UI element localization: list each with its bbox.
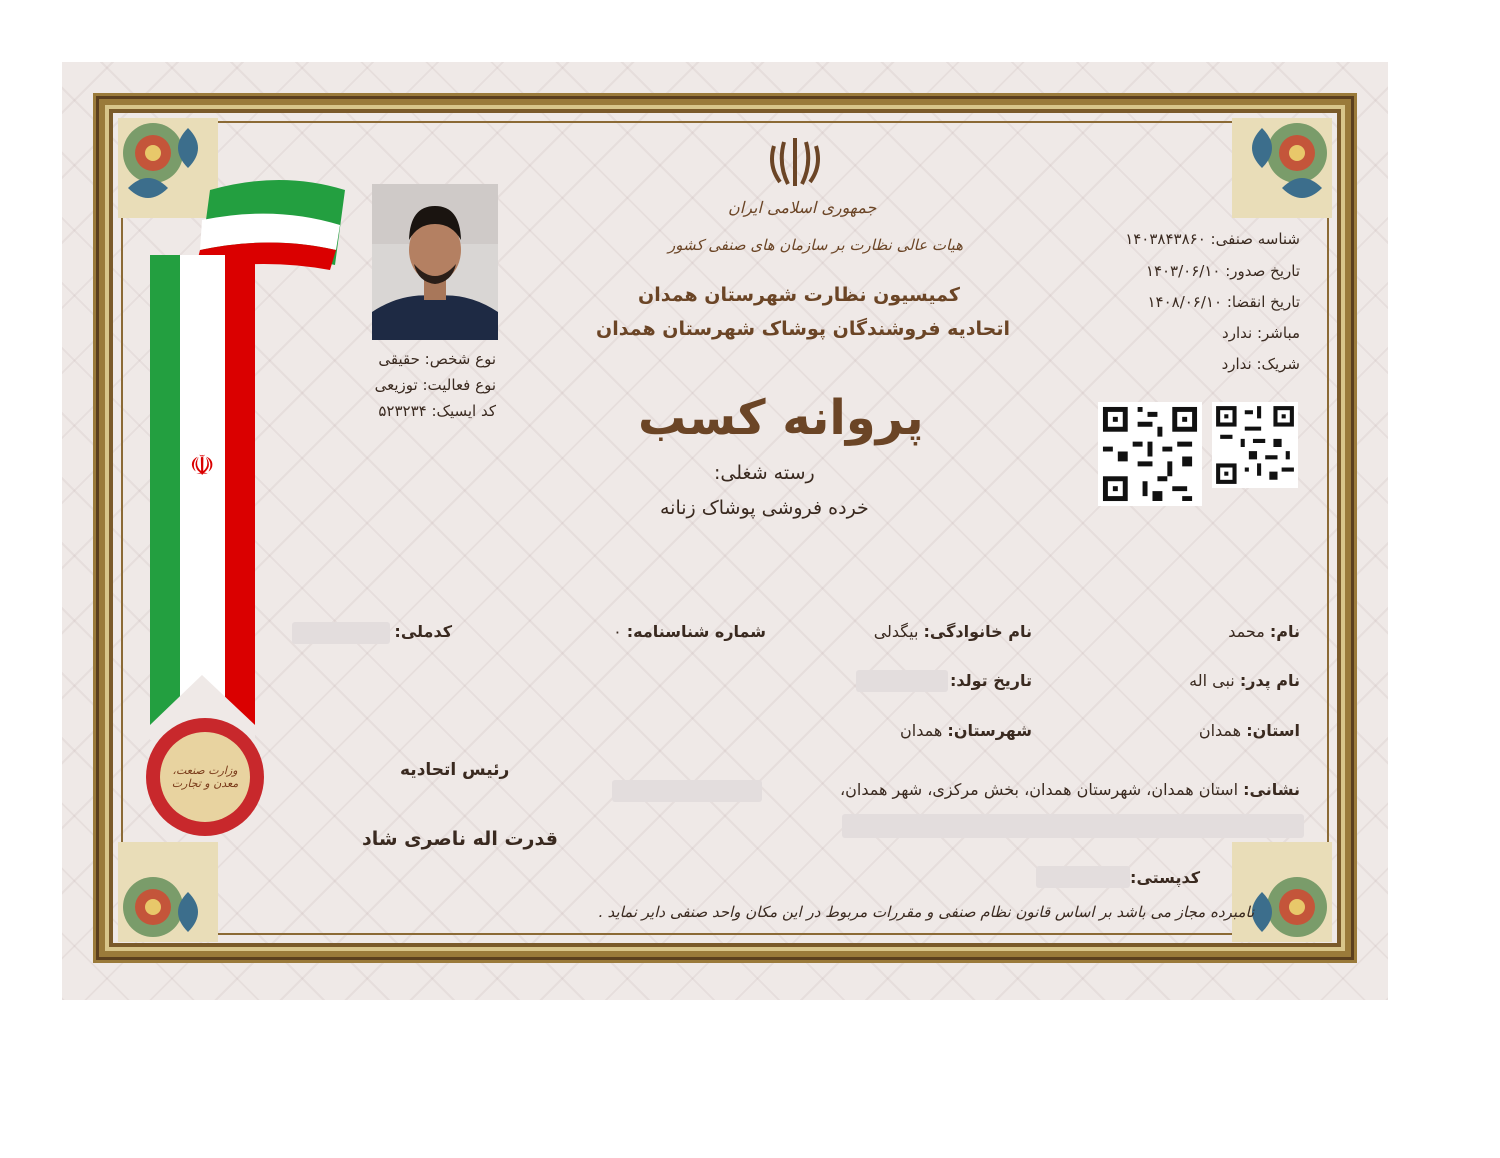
header-line1: جمهوری اسلامی ایران xyxy=(728,198,877,217)
isic-code-row: کد ایسیک: ۵۲۳۲۳۴ xyxy=(378,402,496,420)
guild-id-row: شناسه صنفی: ۱۴۰۳۸۴۳۸۶۰ xyxy=(1125,230,1300,248)
redacted-postal-code xyxy=(1036,866,1130,888)
seal-text: وزارت صنعت، معدن و تجارت xyxy=(171,764,239,790)
signature-name: قدرت اله ناصری شاد xyxy=(362,828,558,850)
iran-emblem-icon xyxy=(766,136,824,188)
flag-ribbon xyxy=(140,170,360,740)
issue-date-row: تاریخ صدور: ۱۴۰۳/۰۶/۱۰ xyxy=(1145,262,1300,280)
expiry-date-row: تاریخ انقضا: ۱۴۰۸/۰۶/۱۰ xyxy=(1147,293,1300,311)
agent-row: مباشر: ندارد xyxy=(1222,324,1300,342)
corner-ornament-bottom-left xyxy=(118,842,218,942)
field-family: نام خانوادگی: بیگدلی xyxy=(873,622,1032,641)
svg-text:☫: ☫ xyxy=(189,449,215,482)
commission-name: کمیسیون نظارت شهرستان همدان xyxy=(638,284,960,306)
redacted-address-part xyxy=(612,780,762,802)
category-value: خرده فروشی پوشاک زنانه xyxy=(660,497,869,519)
field-province: استان: همدان xyxy=(1198,721,1300,740)
category-label: رسته شغلی: xyxy=(714,462,815,484)
field-city: شهرستان: همدان xyxy=(900,721,1032,740)
field-id-number: شماره شناسنامه: ۰ xyxy=(613,622,766,641)
document-title: پروانه کسب xyxy=(638,390,924,446)
redacted-address-line2 xyxy=(842,814,1304,838)
person-type-row: نوع شخص: حقیقی xyxy=(378,350,496,368)
field-address: نشانی: استان همدان، شهرستان همدان، بخش مرکزی، شهر همدان، xyxy=(839,780,1300,799)
holder-photo xyxy=(372,184,498,340)
field-national-code: کدملی: xyxy=(394,622,452,641)
field-name: نام: محمد xyxy=(1228,622,1300,641)
union-name: اتحادیه فروشندگان پوشاک شهرستان همدان xyxy=(596,318,1011,340)
partner-row: شریک: ندارد xyxy=(1221,355,1300,373)
qr-code-large xyxy=(1098,402,1202,506)
corner-ornament-bottom-right xyxy=(1232,842,1332,942)
redacted-birth-date xyxy=(856,670,948,692)
field-postal-code: کدپستی: xyxy=(1130,868,1200,887)
field-father: نام پدر: نبی اله xyxy=(1189,671,1300,690)
qr-code-small xyxy=(1212,402,1298,488)
corner-ornament-top-right xyxy=(1232,118,1332,218)
signature-title: رئیس اتحادیه xyxy=(400,760,510,780)
header-line2: هیات عالی نظارت بر سازمان های صنفی کشور xyxy=(668,236,964,254)
activity-type-row: نوع فعالیت: توزیعی xyxy=(374,376,496,394)
footer-note: نامبرده مجاز می باشد بر اساس قانون نظام صنفی و مقررات مربوط در این مکان واحد صنفی دایر نماید . xyxy=(598,903,1255,921)
redacted-national-code xyxy=(292,622,390,644)
ministry-seal xyxy=(146,718,264,836)
field-birth-date: تاریخ تولد: xyxy=(949,671,1032,690)
